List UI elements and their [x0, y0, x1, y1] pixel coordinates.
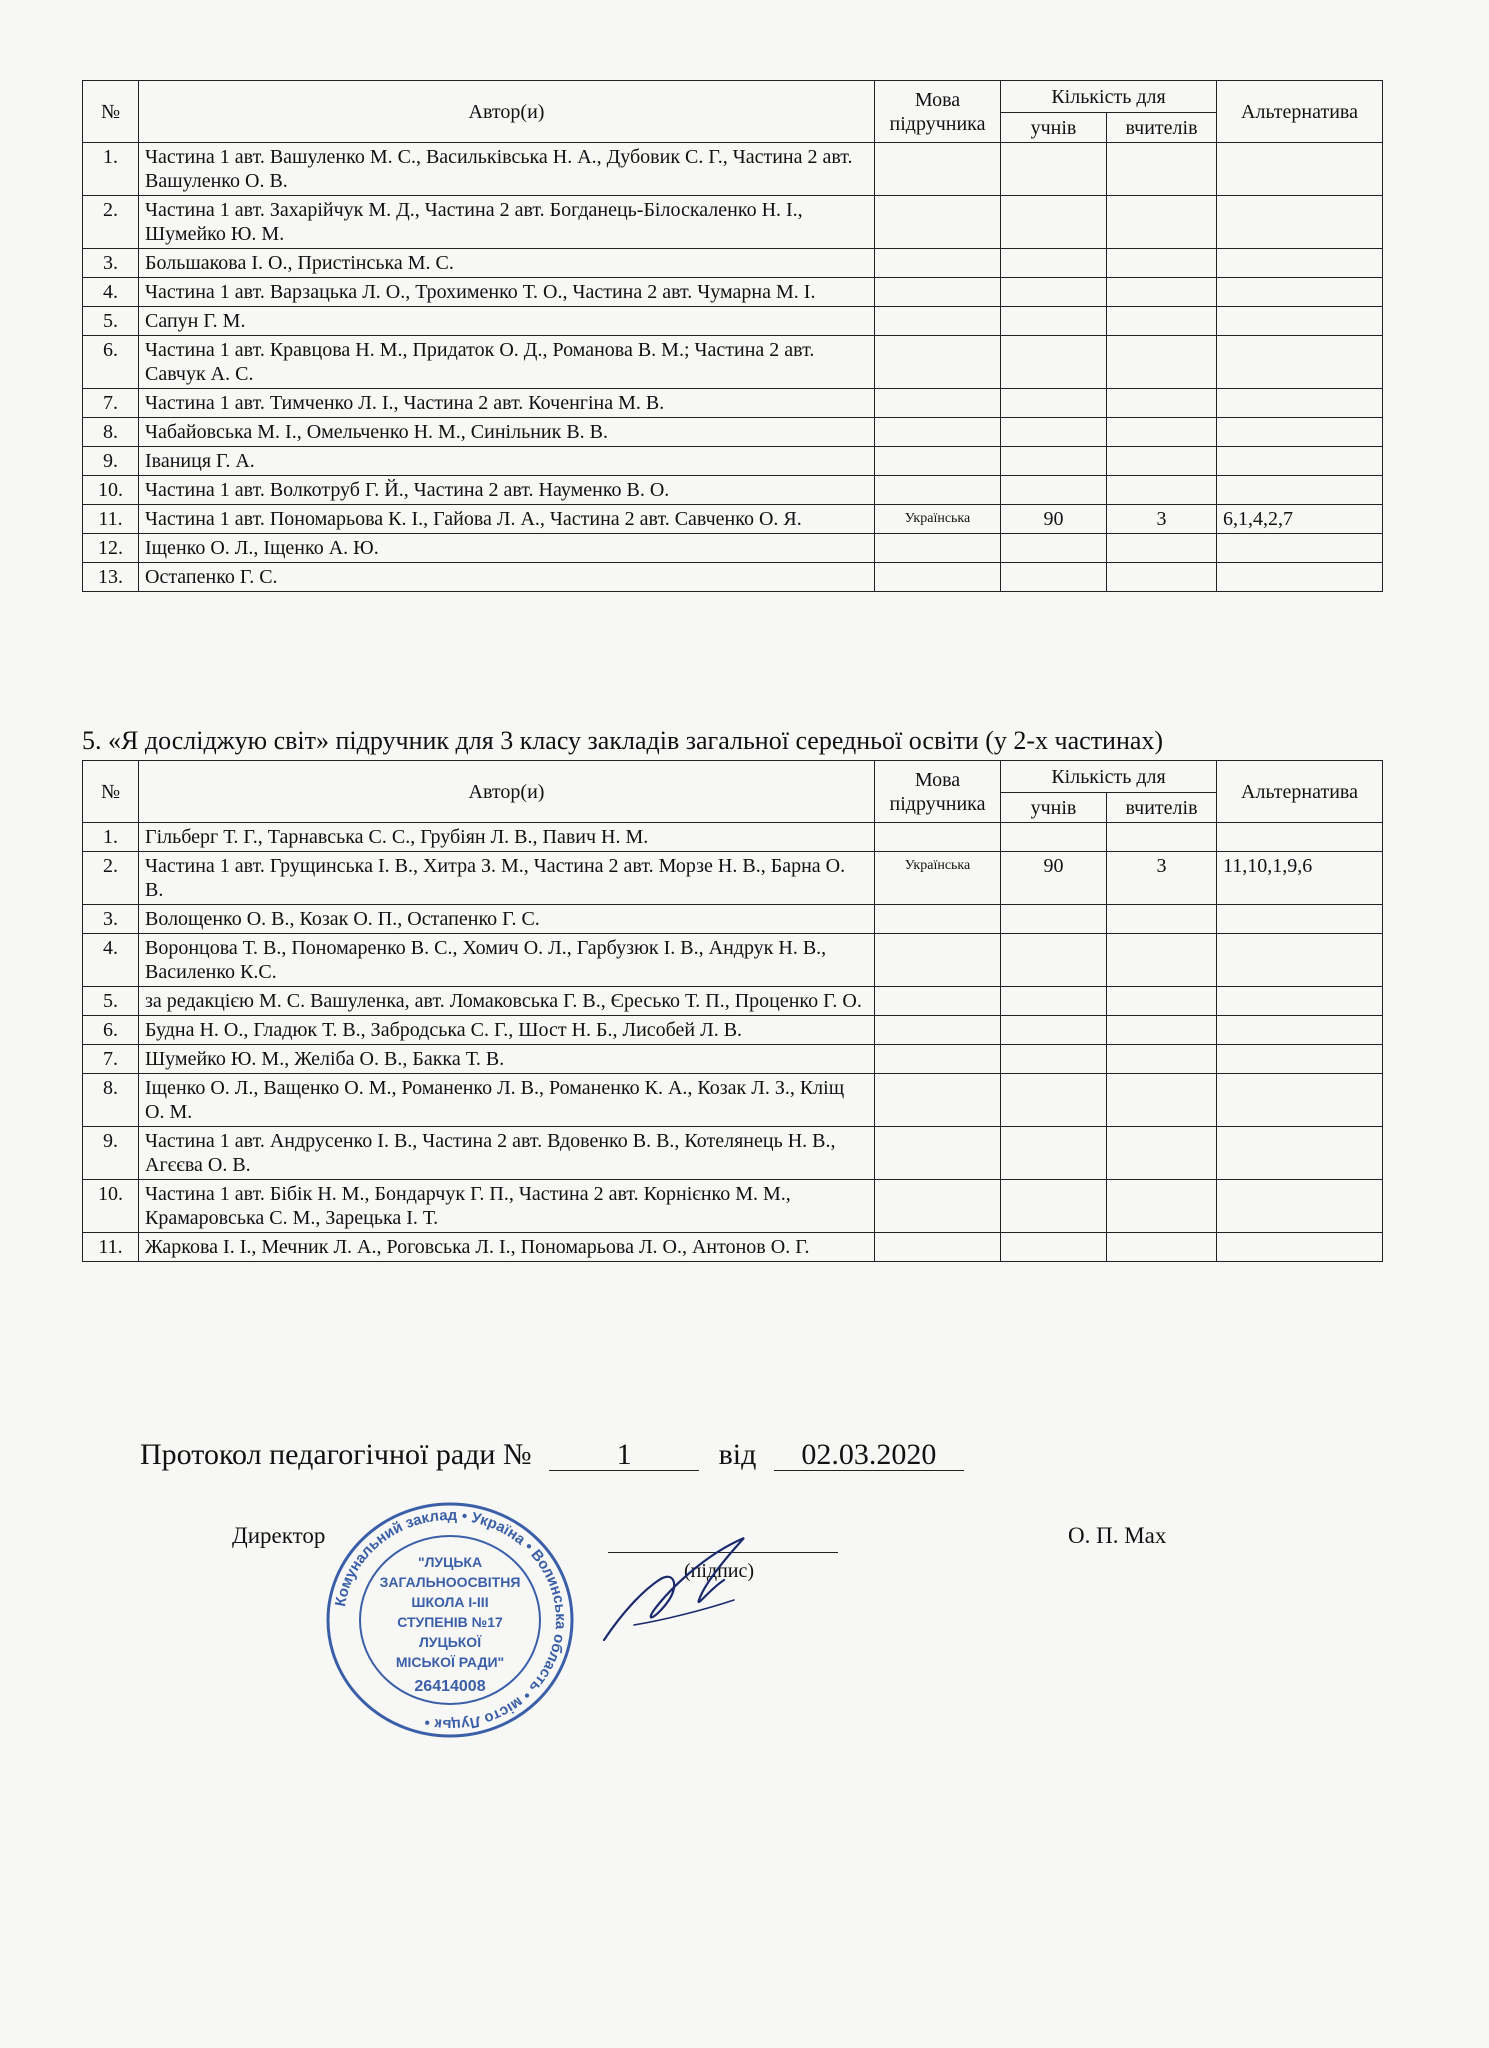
- row-teachers-count: [1107, 987, 1217, 1016]
- row-number: 13.: [83, 563, 139, 592]
- row-alternative: [1217, 1074, 1383, 1127]
- textbook-table-1: [82, 80, 1383, 592]
- row-students-count: [1001, 249, 1107, 278]
- header-teachers: вчителів: [1107, 113, 1217, 143]
- protocol-date: 02.03.2020: [774, 1440, 964, 1471]
- stamp-line-4: СТУПЕНІВ №17: [397, 1614, 503, 1630]
- table-row: [83, 987, 1383, 1016]
- row-number: 10.: [83, 476, 139, 505]
- protocol-number: 1: [549, 1440, 699, 1471]
- row-alternative: [1217, 389, 1383, 418]
- row-authors: Остапенко Г. С.: [139, 563, 875, 592]
- row-authors: Воронцова Т. В., Пономаренко В. С., Хомич О. Л., Гарбузюк І. В., Андрук Н. В., Василенко К.С.: [139, 934, 875, 987]
- row-language: Українська: [875, 852, 1001, 905]
- row-authors: за редакцією М. С. Вашуленка, авт. Ломаковська Г. В., Єресько Т. П., Проценко Г. О.: [139, 987, 875, 1016]
- row-alternative: [1217, 1016, 1383, 1045]
- director-role: Директор: [232, 1523, 326, 1548]
- row-authors: Шумейко Ю. М., Желіба О. В., Бакка Т. В.: [139, 1045, 875, 1074]
- stamp-code: 26414008: [414, 1678, 486, 1695]
- table-row: [83, 307, 1383, 336]
- table-row: [83, 476, 1383, 505]
- row-language: [875, 1074, 1001, 1127]
- row-number: 3.: [83, 249, 139, 278]
- row-alternative: [1217, 447, 1383, 476]
- row-authors: Сапун Г. М.: [139, 307, 875, 336]
- row-teachers-count: [1107, 196, 1217, 249]
- table-row: [83, 1074, 1383, 1127]
- section-5-title: 5. «Я досліджую світ» підручник для 3 класу закладів загальної середньої освіти (у 2-х частинах): [82, 726, 1164, 755]
- row-teachers-count: [1107, 307, 1217, 336]
- row-alternative: [1217, 934, 1383, 987]
- stamp-line-5: ЛУЦЬКОЇ: [418, 1634, 482, 1650]
- table-row: [83, 1045, 1383, 1074]
- row-language: Українська: [875, 505, 1001, 534]
- row-teachers-count: [1107, 905, 1217, 934]
- row-students-count: [1001, 823, 1107, 852]
- row-students-count: [1001, 278, 1107, 307]
- row-alternative: [1217, 196, 1383, 249]
- row-authors: Іщенко О. Л., Іщенко А. Ю.: [139, 534, 875, 563]
- row-alternative: [1217, 563, 1383, 592]
- row-students-count: [1001, 1180, 1107, 1233]
- row-number: 1.: [83, 143, 139, 196]
- table-row: [83, 934, 1383, 987]
- row-students-count: [1001, 1233, 1107, 1262]
- row-authors: Частина 1 авт. Вашуленко М. С., Васильківська Н. А., Дубовик С. Г., Частина 2 авт. Вашуленко О. В.: [139, 143, 875, 196]
- row-authors: Волощенко О. В., Козак О. П., Остапенко Г. С.: [139, 905, 875, 934]
- row-authors: Жаркова І. І., Мечник Л. А., Роговська Л. І., Пономарьова Л. О., Антонов О. Г.: [139, 1233, 875, 1262]
- row-teachers-count: [1107, 1127, 1217, 1180]
- header-alternative: Альтернатива: [1217, 761, 1383, 823]
- row-language: [875, 249, 1001, 278]
- row-alternative: [1217, 307, 1383, 336]
- row-teachers-count: [1107, 143, 1217, 196]
- row-language: [875, 905, 1001, 934]
- header-alternative: Альтернатива: [1217, 81, 1383, 143]
- table-1-body: [83, 143, 1383, 592]
- row-students-count: [1001, 1045, 1107, 1074]
- row-alternative: [1217, 418, 1383, 447]
- table-row: [83, 505, 1383, 534]
- row-teachers-count: [1107, 418, 1217, 447]
- row-students-count: [1001, 389, 1107, 418]
- table-row: [83, 249, 1383, 278]
- school-stamp: [320, 1495, 580, 1745]
- table-row: [83, 852, 1383, 905]
- row-number: 9.: [83, 447, 139, 476]
- row-authors: Частина 1 авт. Захарійчук М. Д., Частина 2 авт. Богданець-Білоскаленко Н. І., Шумейко Ю. М.: [139, 196, 875, 249]
- header-authors: Автор(и): [139, 81, 875, 143]
- header-language: Мова підручника: [875, 81, 1001, 143]
- row-authors: Частина 1 авт. Тимченко Л. І., Частина 2 авт. Коченгіна М. В.: [139, 389, 875, 418]
- row-teachers-count: [1107, 1016, 1217, 1045]
- table-row: [83, 1233, 1383, 1262]
- director-signature: [584, 1530, 784, 1650]
- row-number: 11.: [83, 1233, 139, 1262]
- row-number: 7.: [83, 1045, 139, 1074]
- row-language: [875, 823, 1001, 852]
- row-alternative: [1217, 534, 1383, 563]
- row-teachers-count: 3: [1107, 505, 1217, 534]
- row-language: [875, 1180, 1001, 1233]
- row-number: 5.: [83, 307, 139, 336]
- row-number: 1.: [83, 823, 139, 852]
- header-language: Мова підручника: [875, 761, 1001, 823]
- row-teachers-count: [1107, 823, 1217, 852]
- row-number: 9.: [83, 1127, 139, 1180]
- header-students: учнів: [1001, 793, 1107, 823]
- row-language: [875, 1016, 1001, 1045]
- row-authors: Іваниця Г. А.: [139, 447, 875, 476]
- row-language: [875, 1127, 1001, 1180]
- row-number: 8.: [83, 418, 139, 447]
- row-authors: Частина 1 авт. Пономарьова К. І., Гайова Л. А., Частина 2 авт. Савченко О. Я.: [139, 505, 875, 534]
- protocol-label: Протокол педагогічної ради №: [140, 1438, 532, 1471]
- row-language: [875, 934, 1001, 987]
- director-name: О. П. Мах: [1068, 1523, 1167, 1548]
- row-language: [875, 389, 1001, 418]
- row-alternative: [1217, 1180, 1383, 1233]
- row-alternative: [1217, 143, 1383, 196]
- table-row: [83, 1180, 1383, 1233]
- row-authors: Частина 1 авт. Бібік Н. М., Бондарчук Г. П., Частина 2 авт. Корнієнко М. М., Крамаровська С. М., Зарецька І. Т.: [139, 1180, 875, 1233]
- row-authors: Большакова І. О., Пристінська М. С.: [139, 249, 875, 278]
- row-teachers-count: [1107, 389, 1217, 418]
- row-students-count: [1001, 418, 1107, 447]
- row-authors: Будна Н. О., Гладюк Т. В., Забродська С. Г., Шост Н. Б., Лисобей Л. В.: [139, 1016, 875, 1045]
- row-language: [875, 143, 1001, 196]
- row-alternative: 11,10,1,9,6: [1217, 852, 1383, 905]
- textbook-table-2: [82, 760, 1383, 1262]
- row-students-count: [1001, 905, 1107, 934]
- row-alternative: [1217, 905, 1383, 934]
- row-teachers-count: [1107, 1233, 1217, 1262]
- row-alternative: 6,1,4,2,7: [1217, 505, 1383, 534]
- row-language: [875, 1045, 1001, 1074]
- row-teachers-count: 3: [1107, 852, 1217, 905]
- row-alternative: [1217, 1233, 1383, 1262]
- stamp-line-3: ШКОЛА І-ІІІ: [411, 1594, 489, 1610]
- row-number: 5.: [83, 987, 139, 1016]
- row-number: 7.: [83, 389, 139, 418]
- row-students-count: [1001, 934, 1107, 987]
- row-teachers-count: [1107, 563, 1217, 592]
- row-students-count: 90: [1001, 505, 1107, 534]
- header-count: Кількість для: [1001, 761, 1217, 793]
- protocol-line: [140, 1438, 964, 1472]
- header-num: №: [83, 81, 139, 143]
- row-students-count: [1001, 563, 1107, 592]
- row-number: 6.: [83, 336, 139, 389]
- row-teachers-count: [1107, 447, 1217, 476]
- row-language: [875, 307, 1001, 336]
- row-teachers-count: [1107, 249, 1217, 278]
- header-num: №: [83, 761, 139, 823]
- row-number: 11.: [83, 505, 139, 534]
- row-students-count: [1001, 1074, 1107, 1127]
- row-students-count: [1001, 987, 1107, 1016]
- row-authors: Гільберг Т. Г., Тарнавська С. С., Грубіян Л. В., Павич Н. М.: [139, 823, 875, 852]
- table-row: [83, 1016, 1383, 1045]
- row-alternative: [1217, 476, 1383, 505]
- header-authors: Автор(и): [139, 761, 875, 823]
- row-students-count: [1001, 307, 1107, 336]
- table-row: [83, 143, 1383, 196]
- row-authors: Частина 1 авт. Волкотруб Г. Й., Частина 2 авт. Науменко В. О.: [139, 476, 875, 505]
- row-alternative: [1217, 336, 1383, 389]
- row-authors: Чабайовська М. І., Омельченко Н. М., Синільник В. В.: [139, 418, 875, 447]
- row-number: 2.: [83, 852, 139, 905]
- row-students-count: [1001, 1016, 1107, 1045]
- row-language: [875, 563, 1001, 592]
- row-alternative: [1217, 1127, 1383, 1180]
- table-row: [83, 447, 1383, 476]
- row-students-count: [1001, 476, 1107, 505]
- row-language: [875, 336, 1001, 389]
- row-number: 12.: [83, 534, 139, 563]
- table-row: [83, 563, 1383, 592]
- row-language: [875, 987, 1001, 1016]
- table-row: [83, 418, 1383, 447]
- header-teachers: вчителів: [1107, 793, 1217, 823]
- row-language: [875, 476, 1001, 505]
- table-row: [83, 905, 1383, 934]
- row-number: 8.: [83, 1074, 139, 1127]
- stamp-line-2: ЗАГАЛЬНООСВІТНЯ: [379, 1574, 521, 1590]
- row-number: 2.: [83, 196, 139, 249]
- row-alternative: [1217, 987, 1383, 1016]
- stamp-line-1: "ЛУЦЬКА: [417, 1554, 483, 1570]
- row-number: 4.: [83, 278, 139, 307]
- row-number: 6.: [83, 1016, 139, 1045]
- row-students-count: [1001, 336, 1107, 389]
- table-row: [83, 196, 1383, 249]
- row-students-count: [1001, 447, 1107, 476]
- row-teachers-count: [1107, 336, 1217, 389]
- row-alternative: [1217, 278, 1383, 307]
- row-students-count: [1001, 196, 1107, 249]
- row-students-count: [1001, 534, 1107, 563]
- table-row: [83, 278, 1383, 307]
- row-teachers-count: [1107, 934, 1217, 987]
- row-teachers-count: [1107, 1045, 1217, 1074]
- row-alternative: [1217, 823, 1383, 852]
- row-authors: Іщенко О. Л., Ващенко О. М., Романенко Л. В., Романенко К. А., Козак Л. З., Кліщ О. М.: [139, 1074, 875, 1127]
- table-2-body: [83, 823, 1383, 1262]
- header-count: Кількість для: [1001, 81, 1217, 113]
- row-students-count: [1001, 1127, 1107, 1180]
- stamp-line-6: МІСЬКОЇ РАДИ": [395, 1654, 505, 1670]
- stamp-outer-text: Комунальний заклад • Україна • Волинська область • місто Луцьк •: [331, 1506, 570, 1734]
- row-language: [875, 534, 1001, 563]
- row-alternative: [1217, 249, 1383, 278]
- row-language: [875, 418, 1001, 447]
- row-teachers-count: [1107, 1074, 1217, 1127]
- protocol-from: від: [718, 1438, 757, 1471]
- table-row: [83, 1127, 1383, 1180]
- row-students-count: [1001, 143, 1107, 196]
- table-row: [83, 336, 1383, 389]
- row-language: [875, 196, 1001, 249]
- row-number: 4.: [83, 934, 139, 987]
- row-alternative: [1217, 1045, 1383, 1074]
- row-authors: Частина 1 авт. Андрусенко І. В., Частина 2 авт. Вдовенко В. В., Котелянець Н. В., Агєєва О. В.: [139, 1127, 875, 1180]
- row-number: 3.: [83, 905, 139, 934]
- row-authors: Частина 1 авт. Варзацька Л. О., Трохименко Т. О., Частина 2 авт. Чумарна М. І.: [139, 278, 875, 307]
- header-students: учнів: [1001, 113, 1107, 143]
- row-language: [875, 447, 1001, 476]
- row-language: [875, 278, 1001, 307]
- row-teachers-count: [1107, 534, 1217, 563]
- row-teachers-count: [1107, 476, 1217, 505]
- row-teachers-count: [1107, 1180, 1217, 1233]
- row-teachers-count: [1107, 278, 1217, 307]
- table-row: [83, 534, 1383, 563]
- table-row: [83, 823, 1383, 852]
- row-authors: Частина 1 авт. Грущинська І. В., Хитра З. М., Частина 2 авт. Морзе Н. В., Барна О. В.: [139, 852, 875, 905]
- row-number: 10.: [83, 1180, 139, 1233]
- row-authors: Частина 1 авт. Кравцова Н. М., Придаток О. Д., Романова В. М.; Частина 2 авт. Савчук А. С.: [139, 336, 875, 389]
- row-language: [875, 1233, 1001, 1262]
- table-row: [83, 389, 1383, 418]
- row-students-count: 90: [1001, 852, 1107, 905]
- signature-caption: (підпис): [684, 1560, 755, 1582]
